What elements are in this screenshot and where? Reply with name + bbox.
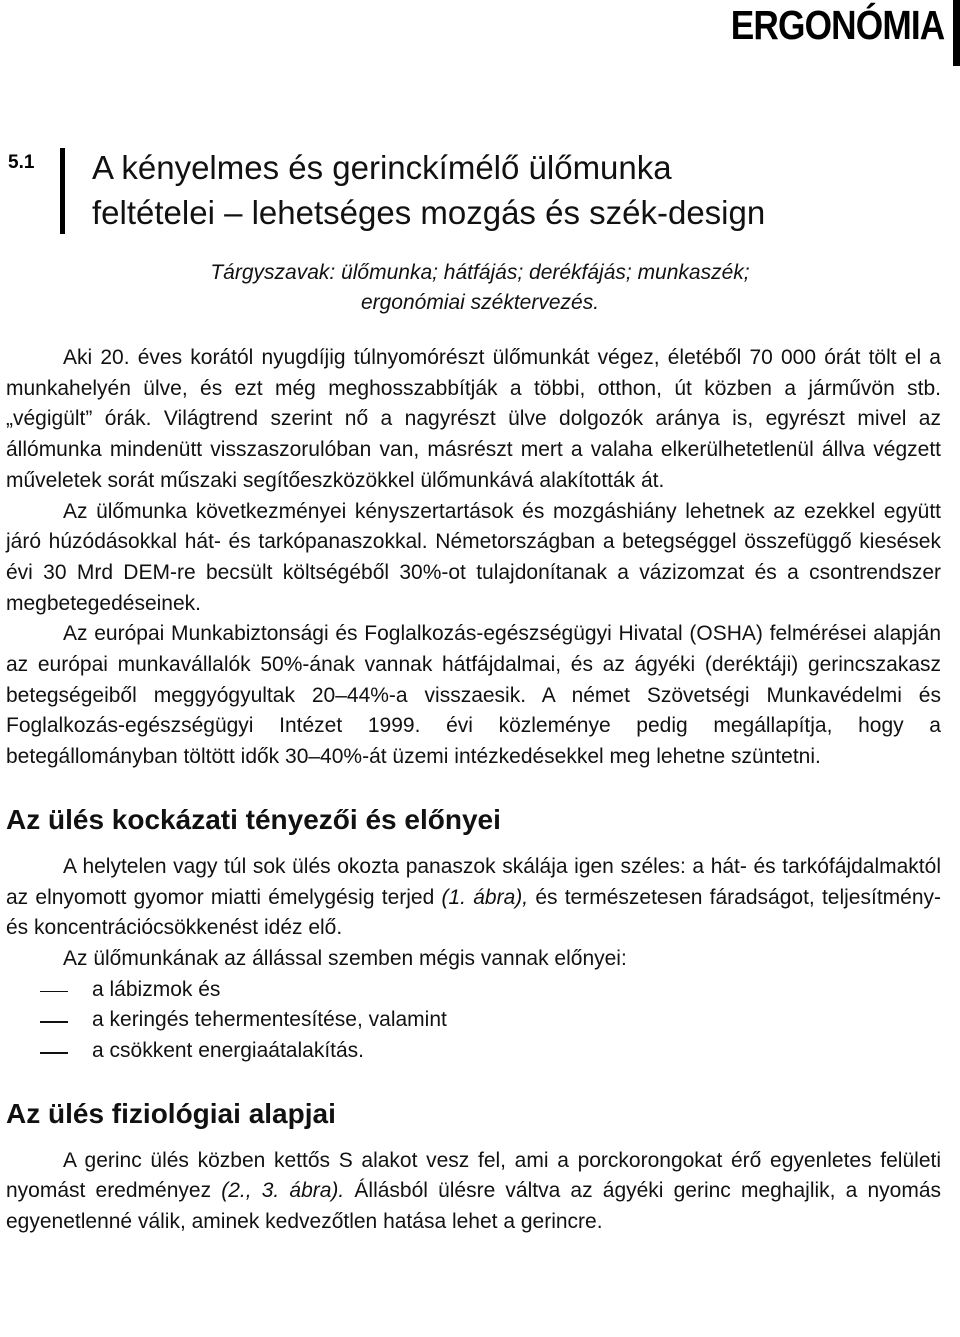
section-title bbox=[92, 145, 952, 235]
page-header-title: ERGONÓMIA bbox=[730, 2, 944, 48]
risk-paragraph-1-text-a: A helytelen vagy túl sok ülés okozta panaszok skálája igen széles: a hát- és tarkófájdalmaktól az elnyomott gyomor miatti émelygésig terjed bbox=[6, 854, 941, 909]
keywords-line-1: Tárgyszavak: ülőmunka; hátfájás; derékfájás; munkaszék; bbox=[210, 261, 750, 284]
section-title-line-2: feltételei – lehetséges mozgás és szék-design bbox=[92, 194, 766, 231]
keywords bbox=[40, 258, 920, 318]
list-item bbox=[6, 975, 941, 1006]
dash-bullet-icon bbox=[40, 991, 68, 993]
list-item bbox=[6, 1036, 941, 1067]
list-item-text: a lábizmok és bbox=[92, 977, 221, 1001]
intro-paragraph-1: Aki 20. éves korától nyugdíjig túlnyomórészt ülőmunkát végez, életéből 70 000 órát tölt el a munkahelyén ülve, és ezt még meghosszabbítják a többi, otthon, út közben a járművön stb. „végigült” órák. Világtrend szerint nő a nagyrészt ülve dolgozók aránya is, egyrészt mivel az állómunka mindenütt visszaszorulóban van, másrészt mert a valaha elkerülhetetlenül állva végzett műveletek sorát műszaki segítőeszközökkel ülőmunkává alakították át. bbox=[6, 346, 941, 492]
section-title-line-1: A kényelmes és gerinckímélő ülőmunka bbox=[92, 149, 672, 186]
risk-paragraph-2: Az ülőmunkának az állással szemben mégis vannak előnyei: bbox=[63, 946, 627, 970]
section-number: 5.1 bbox=[8, 152, 35, 173]
list-item-text: a keringés tehermentesítése, valamint bbox=[92, 1008, 447, 1032]
risk-paragraph-1-text-b: és természetesen fáradságot, teljesítmény- és koncentrációcsökkenést idéz elő. bbox=[6, 885, 941, 940]
figure-reference-2: (2., 3. ábra). bbox=[221, 1179, 345, 1203]
risk-paragraph-1 bbox=[6, 852, 941, 944]
keywords-line-2: ergonómiai széktervezés. bbox=[360, 291, 600, 314]
intro-paragraph-2: Az ülőmunka következményei kényszertartások és mozgáshiány lehetnek az ezekkel együtt járó húzódásokkal hát- és tarkópanaszokkal. Németországban a betegséggel összefüggő kiesések évi 30 Mrd DEM-re becsült költségéből 30%-ot tulajdonítanak a vázizomzat és a csontrendszer megbetegedéseinek. bbox=[6, 499, 941, 615]
advantages-list bbox=[6, 975, 941, 1067]
list-item bbox=[6, 1005, 941, 1036]
dash-bullet-icon bbox=[40, 1052, 68, 1054]
list-item-text: a csökkent energiaátalakítás. bbox=[92, 1039, 364, 1063]
article-body bbox=[6, 343, 941, 1238]
physiology-paragraph-1-text-b: Állásból ülésre váltva az ágyéki gerinc meghajlik, a nyomás egyenetlenné válik, aminek kedvezőtlen hatása lehet a gerincre. bbox=[6, 1179, 941, 1234]
dash-bullet-icon bbox=[40, 1021, 68, 1023]
physiology-paragraph-1 bbox=[6, 1146, 941, 1238]
risk-heading: Az ülés kockázati tényezői és előnyei bbox=[6, 803, 501, 835]
physiology-heading: Az ülés fiziológiai alapjai bbox=[6, 1097, 336, 1129]
physiology-paragraph-1-text-a: A gerinc ülés közben kettős S alakot vesz fel, ami a porckorongokat érő egyenletes felületi nyomást eredményez bbox=[6, 1148, 941, 1203]
section-rule bbox=[60, 148, 65, 234]
header-bar bbox=[953, 0, 960, 66]
intro-paragraph-3: Az európai Munkabiztonsági és Foglalkozás-egészségügyi Hivatal (OSHA) felmérései alapján az európai munkavállalók 50%-ának vannak hátfájdalmai, és az ágyéki (deréktáji) gerincszakasz betegségeiből meggyógyultak 20–44%-a visszaesik. A német Szövetségi Munkavédelmi és Foglalkozás-egészségügyi Intézet 1999. évi közleménye pedig megállapítja, hogy a betegállományban töltött idők 30–40%-át üzemi intézkedésekkel meg lehetne szüntetni. bbox=[6, 622, 941, 769]
figure-reference-1: (1. ábra), bbox=[441, 885, 529, 909]
